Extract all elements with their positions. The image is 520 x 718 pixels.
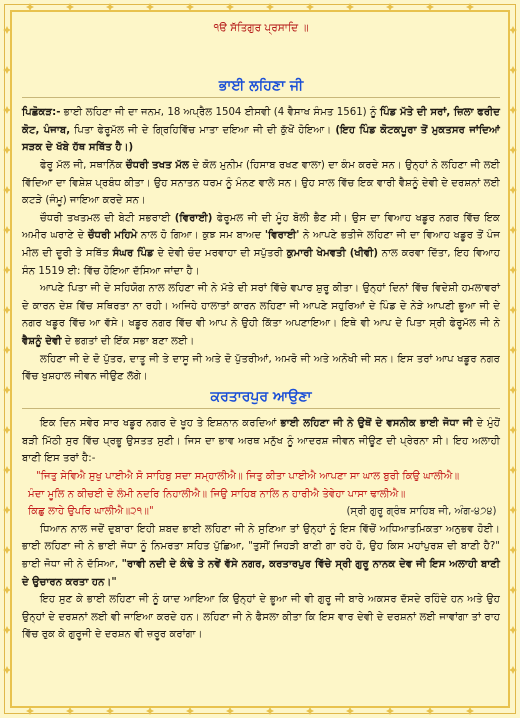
paragraph-trade xyxy=(22,280,500,350)
bold-name: 'ਵਿਰਾਈ' xyxy=(264,230,300,242)
invocation-text: ੧ੳ ਸੱਤਿਗੁਰ ਪ੍ਰਸਾਦਿ ॥ xyxy=(213,22,309,34)
paragraph-morning xyxy=(22,415,500,468)
bold-name: ਚੌਧਰੀ ਤਖਤ ਮੱਲ xyxy=(125,159,190,171)
bold-place: ਪਿੰਡ ਮੱਤੇ ਦੀ ਸਰਾਂ, ਜ਼ਿਲਾ ਫਰੀਦ ਕੋਟ, ਪੰਜਾਬ, xyxy=(22,107,500,136)
hymn-line-3: ਕਿਛੁ ਲਾਹੇ ਉਪਰਿ ਘਾਲੀਐ॥੨੧॥" xyxy=(28,506,154,518)
title-divider xyxy=(22,97,500,98)
paragraph-background xyxy=(22,104,500,157)
paragraph-children: ਲਹਿਣਾ ਜੀ ਦੇ ਦੋ ਪੁੱਤਰ, ਦਾਤੂ ਜੀ ਤੇ ਦਾਸੂ ਜੀ ਅਤੇ ਦੋ ਪੁੱਤਰੀਆਂ, ਅਮਰੋ ਜੀ ਅਤੇ ਅਨੋਖੀ ਜੀ ਸਨ। ਇਸ ਤਰਾਂ ਆਪ ਖਡੂਰ ਨਗਰ ਵਿੱਚ ਖੁਸ਼ਹਾਲ ਜੀਵਨ ਜੀਉਣ ਲੱਗੇ। xyxy=(22,353,500,383)
paragraph-father xyxy=(22,157,500,210)
text-span: ਇਕ ਦਿਨ ਸਵੇਰ ਸਾਰ ਖਡੂਰ ਨਗਰ ਦੇ ਖੂਹ ਤੇ ਇਸ਼ਨਾਨ ਕਰਦਿਆਂ xyxy=(40,418,281,430)
bold-name: ਚੌਧਰੀ ਮਹਿਮੇ xyxy=(87,230,138,242)
paragraph-question xyxy=(22,521,500,591)
hymn-reference: (ਸ੍ਰੀ ਗੁਰੂ ਗ੍ਰੰਥ ਸਾਹਿਬ ਜੀ, ਅੰਗ-੪੭੪) xyxy=(346,506,497,518)
label-background: ਪਿਛੋਕੜ:- xyxy=(22,107,61,119)
text-span: ਪਿਤਾ ਫੇਰੂਮੱਲ ਜੀ ਦੇ ਗ੍ਰਿਹਿਵਿੱਚ ਮਾਤਾ ਦਇਆ ਜੀ ਦੀ ਕੁੱਖੋਂ ਹੋਇਆ। xyxy=(70,124,336,136)
title-divider xyxy=(22,408,500,409)
hymn-line-2: ਮੰਦਾ ਮੂਲਿ ਨ ਕੀਚਈ ਦੇ ਲੰਮੀ ਨਦਰਿ ਨਿਹਾਲੀਐ॥ ਜਿਉ ਸਾਹਿਬ ਨਾਲਿ ਨ ਹਾਰੀਐ ਤੇਵੇਹਾ ਪਾਸਾ ਢਾਲੀਐ॥ xyxy=(28,488,406,500)
text-span: ਧਿਆਨ ਨਾਲ ਜਦੋਂ ਦੁਬਾਰਾ ਇਹੀ ਸ਼ਬਦ ਭਾਈ ਲਹਿਣਾ ਜੀ ਨੇ ਸੁਣਿਆ ਤਾਂ ਉਨ੍ਹਾਂ ਨੂੰ ਇਸ ਵਿੱਚੋਂ ਅਧਿਆਤਮਿਕਤਾ ਅਨੁਭਵ ਹੋਈ। ਭਾਈ ਲਹਿਣਾ ਜੀ ਨੇ ਭਾਈ ਜੋਧਾ ਨੂੰ ਨਿਮਰਤਾ ਸਹਿਤ ਪੁੱਛਿਆ, "ਤੁਸੀਂ ਜਿਹੜੀ ਬਾਣੀ ਗਾ ਰਹੇ ਹੋ, ਉਹ ਕਿਸ ਮਹਾਂਪੁਰਸ਼ ਦੀ ਬਾਣੀ ਹੈ?" ਭਾਈ ਜੋਧਾ ਜੀ ਨੇ ਦੱਸਿਆ, xyxy=(22,523,500,571)
bold-name: (ਵਿਰਾਈ) xyxy=(174,212,213,224)
text-span: ਚੌਧਰੀ ਤਖਤਮਲ ਦੀ ਬੇਟੀ ਸਭਰਾਈ xyxy=(40,212,175,224)
section-title-kartarpur: ਕਰਤਾਰਪੁਰ ਆਉਣਾ xyxy=(210,388,312,405)
text-span: ਦੇ ਦੇਵੀ ਚੰਦ ਮਰਵਾਹਾ ਦੀ ਸਪੁੱਤਰੀ xyxy=(153,247,287,259)
bold-place: ਸੰਘਰ ਪਿੰਡ xyxy=(112,247,154,259)
text-span: ਫੇਰੂ ਮੱਲ ਜੀ, ਸਥਾਨਿੱਕ xyxy=(40,159,126,171)
text-span: ਫੇਰੂਮਲ ਜੀ ਦੀ ਮੂੰਹ ਬੋਲੀ ਭੈਣ ਸੀ। ਉਸ ਦਾ ਵਿਆਹ ਖਡੂਰ ਨਗਰ ਵਿੱਚ ਇਕ ਅਮੀਰ ਘਰਾਣੇ ਦੇ xyxy=(22,212,500,242)
paragraph-decision: ਇਹ ਸੁਣ ਕੇ ਭਾਈ ਲਹਿਣਾ ਜੀ ਨੂੰ ਯਾਦ ਆਇਆ ਕਿ ਉਨ੍ਹਾਂ ਦੇ ਭੂਆ ਜੀ ਵੀ ਗੁਰੂ ਜੀ ਬਾਰੇ ਅਕਸਰ ਦੱਸਦੇ ਰਹਿੰਦੇ ਹਨ ਅਤੇ ਉਹ ਉਨ੍ਹਾਂ ਦੇ ਦਰਸ਼ਨਾਂ ਲਈ ਵੀ ਜਾਇਆ ਕਰਦੇ ਹਨ। ਲਹਿਣਾ ਜੀ ਨੇ ਫੈਸਲਾ ਕੀਤਾ ਕਿ ਇਸ ਵਾਰ ਦੇਵੀ ਦੇ ਦਰਸ਼ਨਾਂ ਲਈ ਜਾਵਾਂਗਾ ਤਾਂ ਰਾਹ ਵਿੱਚ ਰੁਕ ਕੇ ਗੁਰੂਜੀ ਦੇ ਦਰਸ਼ਨ ਵੀ ਜ਼ਰੂਰ ਕਰਾਂਗਾ। xyxy=(22,594,500,641)
text-span: ਨਾਲ ਹੋ ਗਿਆ। ਕੁਝ ਸਮ ਬਾਅਦ xyxy=(137,230,265,242)
text-span: ਦੇ ਭਗਤਾਂ ਦੀ ਇੱਕ ਸਭਾ ਬਣਾ ਲਈ। xyxy=(61,335,195,347)
text-span: ਦੇ ਮੁੰਹੋਂ ਬੜੀ ਮਿੱਠੀ ਸੁਰ ਵਿੱਚ ਪ੍ਰਭੂ ਉਸਤਤ ਸੁਣੀ। ਜਿਸ ਦਾ ਭਾਵ ਅਰਥ ਮਨੁੱਖ ਨੂੰ ਆਦਰਸ਼ ਜੀਵਨ ਜੀਊਣ ਦੀ ਪ੍ਰੇਰਨਾ ਸੀ। ਇਹ ਅਲਾਹੀ ਬਾਣੀ ਇਸ ਤਰਾਂ ਹੈ:- xyxy=(22,418,500,465)
text-span: ਆਪਣੇ ਪਿਤਾ ਜੀ ਦੇ ਸਹਿਯੋਗ ਨਾਲ ਲਹਿਣਾ ਜੀ ਨੇ ਮੱਤੇ ਦੀ ਸਰਾਂ ਵਿੱਚੇ ਵਪਾਰ ਸ਼ੁਰੂ ਕੀਤਾ। ਉਨ੍ਹਾਂ ਦਿਨਾਂ ਵਿੱਚ ਵਿਦੇਸ਼ੀ ਹਮਲਾਵਰਾਂ ਦੇ ਕਾਰਨ ਦੇਸ਼ ਵਿੱਚ ਸਥਿਰਤਾ ਨਾ ਰਹੀ। ਅਜਿਹੇ ਹਾਲਾਤਾਂ ਕਾਰਨ ਲਹਿਣਾ ਜੀ ਆਪਣੇ ਸਹੁਰਿਆਂ ਦੇ ਪਿੰਡ ਦੇ ਨੇੜੇ ਆਪਣੀ ਭੂਆ ਜੀ ਦੇ ਨਗਰ ਖਡੂਰ ਵਿੱਚ ਆ ਵੱਸੇ। ਖਡੂਰ ਨਗਰ ਵਿੱਚ ਵੀ ਆਪ ਨੇ ਉਹੀ ਕਿੱਤਾ ਅਪਣਾਇਆ। ਇਥੇ ਵੀ ਆਪ ਦੇ ਪਿਤਾ ਸ੍ਰੀ ਫੇਰੂਮੱਲ ਜੀ ਨੇ xyxy=(22,283,500,330)
text-span: ਨਾਲ ਕਰਵਾ ਦਿੱਤਾ, ਇਹ ਵਿਆਹ ਸੰਨ 1519 ਈ: ਵਿੱਚ ਹੋਇਆ ਦੱਸਿਆ ਜਾਂਦਾ ਹੈ। xyxy=(22,247,501,277)
document-body xyxy=(22,20,500,644)
bold-answer: "ਰਾਵੀ ਨਦੀ ਦੇ ਕੰਢੇ ਤੇ ਨਵੇਂ ਵੱਸੇ ਨਗਰ, ਕਰਤਾਰਪੁਰ ਵਿੱਚੇ ਸ੍ਰੀ ਗੁਰੂ ਨਾਨਕ ਦੇਵ ਜੀ ਇਸ ਅਲਾਹੀ ਬਾਣੀ ਦੇ ਉਚਾਰਨ ਕਰਤਾ ਹਨ।" xyxy=(22,559,500,588)
section-title-bhai-lehna: ਭਾਈ ਲਹਿਣਾ ਜੀ xyxy=(218,77,304,94)
bold-name: ਵੈਸ਼ਨੂੰ ਦੇਵੀ xyxy=(22,335,62,347)
text-span: ਭਾਈ ਲਹਿਣਾ ਜੀ ਦਾ ਜਨਮ, 18 ਅਪ੍ਰੈਲ 1504 ਈਸਵੀ (4 ਵੈਸਾਖ ਸੰਮਤ 1561) ਨੂੰ xyxy=(60,107,380,119)
hymn-line-1: "ਜਿਤੁ ਸੇਵਿਐ ਸੁਖੁ ਪਾਈਐ ਸੋ ਸਾਹਿਬੁ ਸਦਾ ਸਮ੍ਹਾਲੀਐ॥ ਜਿਤੁ ਕੀਤਾ ਪਾਈਐ ਆਪਣਾ ਸਾ ਘਾਲ ਬੁਰੀ ਕਿਉ ਘਾਲੀਐ॥ xyxy=(36,471,460,483)
text-span: ਨੇ ਆਪਣੇ ਭਤੀਜੇ ਲਹਿਣਾ ਜੀ ਦਾ ਵਿਆਹ ਖਡੂਰ ਤੋਂ ਪੰਜ ਮੀਲ ਦੀ ਦੂਰੀ ਤੇ ਸਥਿੱਤ xyxy=(22,230,500,259)
paragraph-marriage xyxy=(22,210,500,280)
bold-name: ਭਾਈ ਲਹਿਣਾ ਜੀ ਨੇ ਉਥੋਂ ਦੇ ਵਸਨੀਕ ਭਾਈ ਜੋਧਾ ਜੀ xyxy=(280,418,473,430)
text-span: ਦੇ ਕੋਲ ਮੁਨੀਮ (ਹਿਸਾਬ ਰਖਣ ਵਾਲਾ) ਦਾ ਕੰਮ ਕਰਦੇ ਸਨ। ਉਨ੍ਹਾਂ ਨੇ ਲਹਿਣਾ ਜੀ ਲਈ ਵਿੱਦਿਆ ਦਾ ਵਿਸ਼ੇਸ਼ ਪ੍ਰਬੰਧ ਕੀਤਾ। ਉਹ ਸਨਾਤਨ ਧਰਮ ਨੂੰ ਮੰਨਣ ਵਾਲੇ ਸਨ। ਉਹ ਸਾਲ ਵਿੱਚ ਇਕ ਵਾਰੀ ਵੈਸ਼ਨੂੰ ਦੇਵੀ ਦੇ ਦਰਸ਼ਨਾਂ ਲਈ ਕਟੜੇ (ਜੰਮੂ) ਜਾਇਆ ਕਰਦੇ ਸਨ। xyxy=(22,159,500,207)
bold-name: ਕੁਮਾਰੀ ਖੇਮਵਤੀ (ਖੀਵੀ) xyxy=(286,247,379,259)
bold-note: (ਇਹ ਪਿੰਡ ਕੋਟਕਪੂਰਾ ਤੋਂ ਮੁਕਤਸਰ ਜਾਂਦਿਆਂ ਸੜਕ ਦੇ ਖੱਬੇ ਹੱਥ ਸਥਿੱਤ ਹੈ।) xyxy=(22,124,500,154)
